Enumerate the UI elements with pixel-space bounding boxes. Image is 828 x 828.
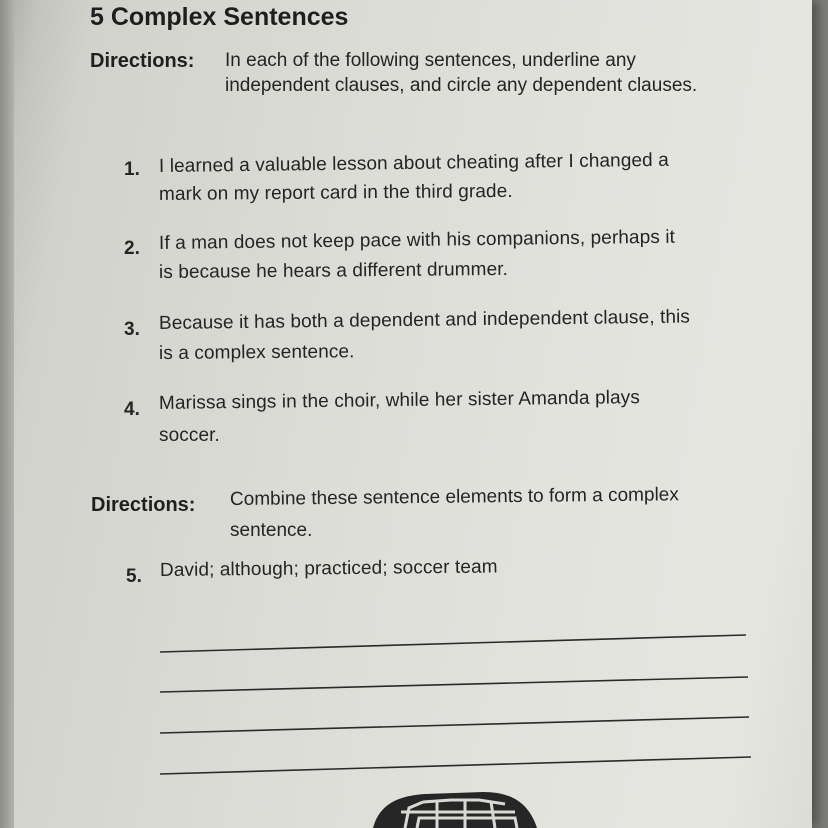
item-3-line1: Because it has both a dependent and independent clause, this xyxy=(158,306,691,334)
item-5-text: David; although; practiced; soccer team xyxy=(159,556,498,581)
item-3-line2: is a complex sentence. xyxy=(158,341,355,364)
item-2-number: 2. xyxy=(124,238,140,259)
directions-text-2-line1: Combine these sentence elements to form a complex xyxy=(229,484,679,510)
directions-text-1-line2: independent clauses, and circle any dependent clauses. xyxy=(225,75,698,96)
directions-label-2: Directions: xyxy=(91,494,196,516)
directions-text-1-line1: In each of the following sentences, underline any xyxy=(225,50,636,71)
soccer-goal-net-icon xyxy=(365,788,545,828)
directions-label-1: Directions: xyxy=(90,50,195,72)
item-4-line1: Marissa sings in the choir, while her sister Amanda plays xyxy=(158,387,641,414)
item-4-number: 4. xyxy=(124,399,140,420)
item-3-number: 3. xyxy=(124,319,140,340)
item-1-line2: mark on my report card in the third grade. xyxy=(158,180,513,205)
answer-line-4[interactable] xyxy=(160,757,751,774)
directions-text-2-line2: sentence. xyxy=(230,520,313,541)
worksheet-title: 5 Complex Sentences xyxy=(90,3,349,31)
answer-line-1[interactable] xyxy=(160,635,746,652)
answer-line-3[interactable] xyxy=(160,717,749,733)
answer-line-2[interactable] xyxy=(160,677,748,692)
item-1-number: 1. xyxy=(124,159,140,180)
item-2-line2: is because he hears a different drummer. xyxy=(158,258,509,283)
item-2-line1: If a man does not keep pace with his companions, perhaps it xyxy=(158,226,676,254)
item-4-line2: soccer. xyxy=(159,425,220,446)
item-5-number: 5. xyxy=(126,566,142,587)
item-1-line1: I learned a valuable lesson about cheating after I changed a xyxy=(158,149,669,177)
